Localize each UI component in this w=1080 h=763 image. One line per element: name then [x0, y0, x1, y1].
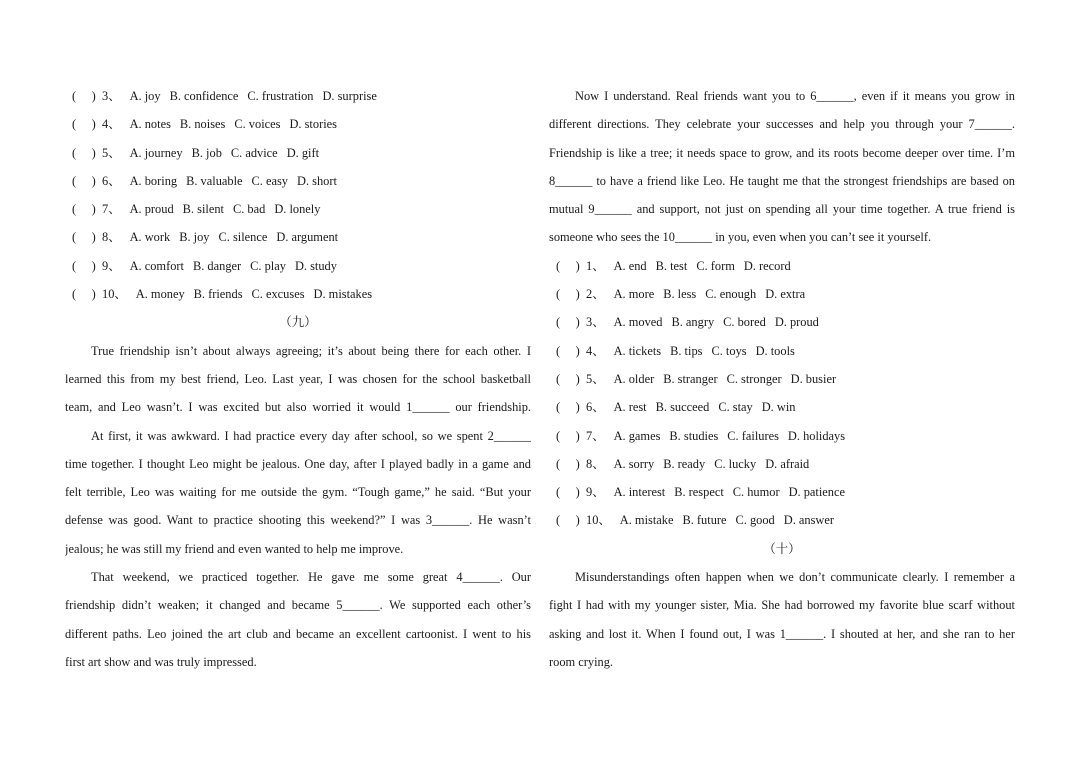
- answer-option: A. tickets: [613, 343, 662, 358]
- question-number-separator: 、: [598, 513, 611, 528]
- passage-ten-paragraph-1: [549, 563, 1015, 676]
- answer-paren[interactable]: ( ): [556, 371, 580, 386]
- answer-option: C. lucky: [714, 456, 757, 471]
- answer-option: C. bad: [232, 202, 266, 217]
- answer-option: B. friends: [193, 287, 243, 302]
- question-row: [549, 478, 1015, 506]
- question-row: [549, 422, 1015, 450]
- answer-option: A. end: [613, 258, 647, 273]
- answer-option: D. study: [294, 258, 337, 273]
- answer-option: B. danger: [192, 258, 242, 273]
- question-row: [65, 139, 531, 167]
- question-number-separator: 、: [592, 400, 605, 415]
- answer-paren[interactable]: ( ): [72, 202, 96, 217]
- answer-option: D. argument: [276, 230, 339, 245]
- answer-paren[interactable]: ( ): [556, 456, 580, 471]
- passage-nine-paragraph-3: [65, 563, 531, 676]
- passage-line: different directions. They celebrate your successes and help you through your 7______.: [549, 117, 1015, 132]
- passage-line: friendship didn’t weaken; it changed and became 5______. We supported each other’s: [65, 598, 531, 613]
- answer-option: B. job: [191, 145, 222, 160]
- question-row: [549, 337, 1015, 365]
- answer-option: D. proud: [774, 315, 819, 330]
- answer-paren[interactable]: ( ): [72, 287, 96, 302]
- answer-option: C. frustration: [247, 89, 314, 103]
- answer-option: C. silence: [218, 230, 268, 245]
- question-row: [65, 167, 531, 195]
- question-row: [65, 252, 531, 280]
- question-row: [549, 280, 1015, 308]
- answer-option: B. future: [682, 513, 727, 528]
- answer-paren[interactable]: ( ): [72, 173, 96, 188]
- answer-paren[interactable]: ( ): [556, 485, 580, 500]
- answer-option: B. less: [663, 287, 697, 302]
- question-number-separator: 、: [108, 145, 121, 160]
- passage-line: jealous; he was still my friend and even wanted to help me improve.: [65, 541, 404, 556]
- passage-nine-paragraph-1: [65, 337, 531, 422]
- question-number-separator: 、: [108, 258, 121, 273]
- question-number-separator: 、: [592, 343, 605, 358]
- answer-option: C. bored: [723, 315, 766, 330]
- answer-paren[interactable]: ( ): [556, 258, 580, 273]
- passage-nine-paragraph-4: [549, 82, 1015, 252]
- answer-paren[interactable]: ( ): [556, 315, 580, 330]
- answer-option: D. holidays: [787, 428, 846, 443]
- question-row: [65, 110, 531, 138]
- answer-option: D. afraid: [765, 456, 810, 471]
- answer-option: A. joy: [129, 89, 161, 103]
- question-number: 5: [102, 145, 109, 160]
- answer-option: A. notes: [129, 117, 171, 132]
- question-number: 5: [586, 371, 593, 386]
- question-number-separator: 、: [592, 287, 605, 302]
- answer-option: C. form: [696, 258, 735, 273]
- passage-line: different paths. Leo joined the art club and became an excellent cartoonist. I went to his: [65, 626, 531, 641]
- question-number: 2: [586, 287, 593, 302]
- answer-option: D. short: [297, 173, 337, 188]
- answer-paren[interactable]: ( ): [556, 513, 580, 528]
- left-column: [65, 82, 531, 676]
- passage-line: defense was good. Want to practice shooting this weekend?” I was 3______. He wasn’t: [65, 513, 531, 528]
- answer-option: C. humor: [732, 485, 780, 500]
- question-number: 9: [586, 485, 593, 500]
- answer-option: D. busier: [790, 371, 837, 386]
- answer-option: D. record: [743, 258, 791, 273]
- answer-paren[interactable]: ( ): [556, 400, 580, 415]
- answer-option: A. games: [613, 428, 661, 443]
- question-number: 1: [586, 258, 593, 273]
- answer-option: C. toys: [711, 343, 747, 358]
- answer-option: C. stronger: [726, 371, 782, 386]
- question-number: 10: [102, 287, 115, 302]
- answer-option: A. sorry: [613, 456, 655, 471]
- answer-option: A. work: [129, 230, 171, 245]
- answer-option: A. rest: [613, 400, 647, 415]
- answer-option: D. lonely: [274, 202, 321, 217]
- question-number: 4: [102, 117, 109, 132]
- answer-option: B. stranger: [663, 371, 718, 386]
- answer-option: C. excuses: [251, 287, 305, 302]
- passage-line: mutual 9______ and support, not just on spending all your time together. A true friend is: [549, 202, 1015, 217]
- answer-option: A. mistake: [619, 513, 674, 528]
- answer-option: C. advice: [230, 145, 278, 160]
- passage-line: time together. I thought Leo might be jealous. One day, after I played badly in a game and: [65, 456, 531, 471]
- answer-option: C. play: [250, 258, 286, 273]
- answer-option: A. interest: [613, 485, 666, 500]
- passage-line: team, and Leo wasn’t. I was excited but also worried it would 1______ our friendship.: [65, 400, 531, 415]
- answer-paren[interactable]: ( ): [72, 145, 96, 160]
- answer-option: B. ready: [663, 456, 706, 471]
- passage-nine-paragraph-2: [65, 422, 531, 563]
- passage-line: That weekend, we practiced together. He gave me some great 4______. Our: [91, 570, 531, 585]
- answer-option: B. silent: [182, 202, 224, 217]
- answer-option: B. confidence: [169, 89, 239, 103]
- answer-paren[interactable]: ( ): [72, 89, 96, 103]
- question-row: [65, 195, 531, 223]
- answer-option: B. respect: [674, 485, 724, 500]
- question-number-separator: 、: [592, 371, 605, 386]
- question-number: 4: [586, 343, 593, 358]
- section-heading-ten: （十）: [763, 541, 801, 556]
- answer-option: B. valuable: [186, 173, 243, 188]
- answer-option: D. gift: [286, 145, 320, 160]
- question-row: [549, 252, 1015, 280]
- answer-option: B. noises: [179, 117, 226, 132]
- answer-option: A. more: [613, 287, 655, 302]
- answer-option: C. voices: [234, 117, 281, 132]
- question-number-separator: 、: [108, 202, 121, 217]
- passage-line: Friendship is like a tree; it needs space to grow, and its roots become deeper over time. I’m: [549, 145, 1015, 160]
- passage-line: fight I had with my younger sister, Mia. She had borrowed my favorite blue scarf without: [549, 598, 1015, 613]
- passage-line: Now I understand. Real friends want you to 6______, even if it means you grow in: [575, 89, 1015, 103]
- answer-option: B. tips: [670, 343, 703, 358]
- question-number-separator: 、: [108, 117, 121, 132]
- question-list-section-nine: [549, 252, 1015, 535]
- answer-option: C. enough: [705, 287, 757, 302]
- question-number: 10: [586, 513, 599, 528]
- answer-option: A. boring: [129, 173, 178, 188]
- answer-option: D. patience: [788, 485, 845, 500]
- passage-line: True friendship isn’t about always agreeing; it’s about being there for each other. I: [91, 343, 531, 358]
- answer-option: A. older: [613, 371, 655, 386]
- answer-option: C. failures: [727, 428, 779, 443]
- answer-option: A. moved: [613, 315, 663, 330]
- answer-option: D. answer: [783, 513, 834, 528]
- answer-option: C. stay: [718, 400, 753, 415]
- passage-line: learned this from my best friend, Leo. Last year, I was chosen for the school basketball: [65, 371, 531, 386]
- passage-line: felt terrible, Leo was waiting for me outside the gym. “Tough game,” he said. “But your: [65, 485, 531, 500]
- question-number-separator: 、: [114, 287, 127, 302]
- answer-option: D. win: [761, 400, 796, 415]
- question-number: 3: [586, 315, 593, 330]
- question-row: [549, 308, 1015, 336]
- answer-option: D. surprise: [322, 89, 377, 103]
- answer-paren[interactable]: ( ): [72, 117, 96, 132]
- question-row: [65, 223, 531, 251]
- answer-option: B. joy: [179, 230, 210, 245]
- question-row: [65, 280, 531, 308]
- question-number-separator: 、: [592, 485, 605, 500]
- answer-paren[interactable]: ( ): [72, 258, 96, 273]
- question-list-previous-section: [65, 82, 531, 308]
- question-row: [549, 393, 1015, 421]
- question-number-separator: 、: [592, 258, 605, 273]
- question-number-separator: 、: [108, 89, 121, 103]
- passage-line: 8______ to have a friend like Leo. He taught me that the strongest friendships are based on: [549, 173, 1015, 188]
- question-number: 6: [102, 173, 109, 188]
- question-number: 7: [102, 202, 109, 217]
- question-number: 7: [586, 428, 593, 443]
- question-number: 8: [102, 230, 109, 245]
- question-row: [549, 506, 1015, 534]
- answer-option: A. comfort: [129, 258, 184, 273]
- section-heading-nine: （九）: [279, 315, 317, 330]
- answer-option: A. journey: [129, 145, 183, 160]
- right-column: [549, 82, 1015, 676]
- answer-option: C. easy: [251, 173, 289, 188]
- question-number: 9: [102, 258, 109, 273]
- answer-option: B. studies: [669, 428, 719, 443]
- answer-option: B. test: [655, 258, 688, 273]
- answer-paren[interactable]: ( ): [72, 230, 96, 245]
- answer-option: D. stories: [289, 117, 337, 132]
- answer-paren[interactable]: ( ): [556, 343, 580, 358]
- answer-option: B. succeed: [655, 400, 710, 415]
- answer-option: C. good: [735, 513, 775, 528]
- answer-paren[interactable]: ( ): [556, 287, 580, 302]
- passage-line: room crying.: [549, 654, 614, 669]
- answer-option: D. mistakes: [313, 287, 373, 302]
- question-number-separator: 、: [108, 173, 121, 188]
- question-number: 3: [102, 89, 109, 103]
- question-number: 8: [586, 456, 593, 471]
- question-number-separator: 、: [108, 230, 121, 245]
- question-row: [549, 365, 1015, 393]
- answer-paren[interactable]: ( ): [556, 428, 580, 443]
- passage-line: Misunderstandings often happen when we don’t communicate clearly. I remember a: [575, 570, 1015, 585]
- passage-line: At first, it was awkward. I had practice every day after school, so we spent 2______: [91, 428, 531, 443]
- question-row: [65, 82, 531, 110]
- question-number-separator: 、: [592, 456, 605, 471]
- answer-option: B. angry: [671, 315, 715, 330]
- question-number-separator: 、: [592, 315, 605, 330]
- question-row: [549, 450, 1015, 478]
- question-number: 6: [586, 400, 593, 415]
- question-number-separator: 、: [592, 428, 605, 443]
- passage-line: first art show and was truly impressed.: [65, 654, 257, 669]
- answer-option: A. proud: [129, 202, 174, 217]
- answer-option: D. extra: [765, 287, 806, 302]
- answer-option: A. money: [135, 287, 185, 302]
- passage-line: asking and lost it. When I found out, I was 1______. I shouted at her, and she ran to her: [549, 626, 1015, 641]
- passage-line: someone who sees the 10______ in you, even when you can’t see it yourself.: [549, 230, 932, 245]
- answer-option: D. tools: [755, 343, 795, 358]
